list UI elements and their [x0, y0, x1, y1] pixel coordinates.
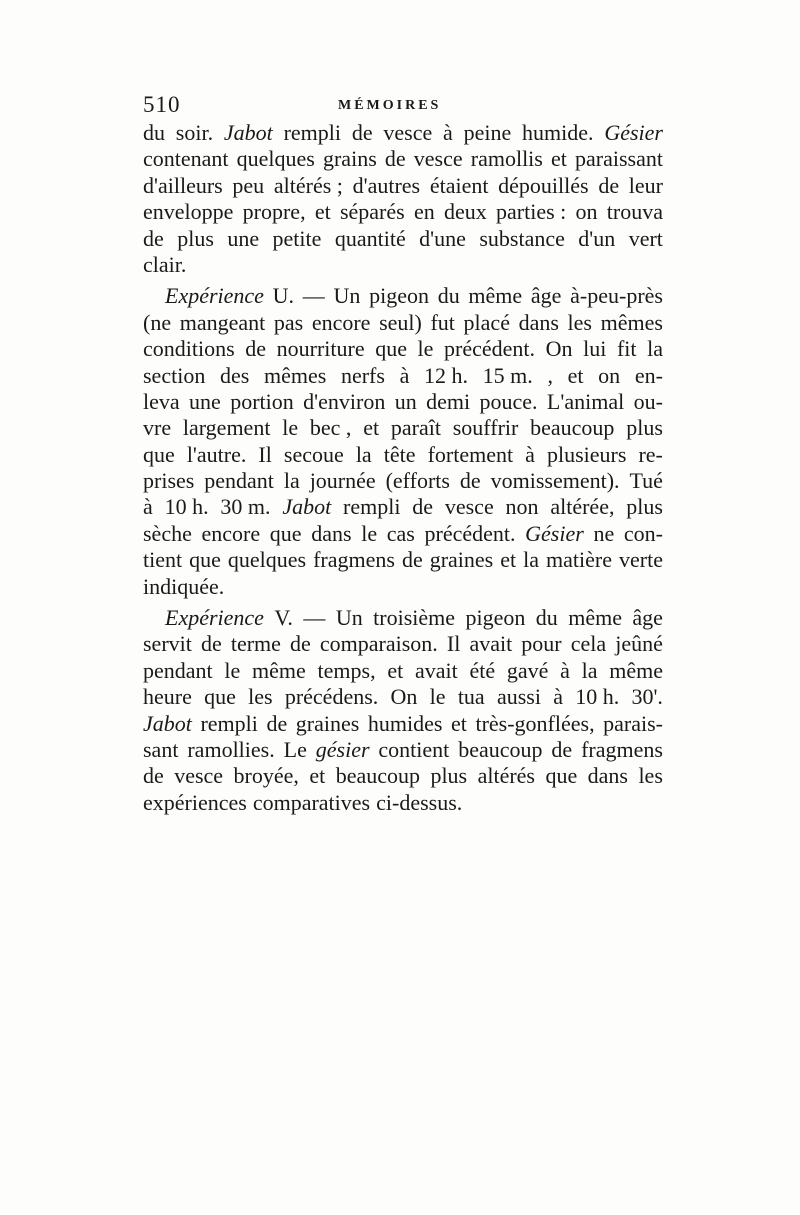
text-line: pendant le même temps, et avait été gavé à la même: [143, 657, 663, 683]
text-line: heure que les précédens. On le tua aussi à 10 h. 30'.: [143, 684, 663, 710]
text-line: tient que quelques fragmens de graines et la matière verte: [143, 547, 663, 573]
text-line: conditions de nourriture que le précédent. On lui fit la: [143, 336, 663, 362]
text-line: Expérience V. — Un troisième pigeon du même âge: [165, 605, 663, 631]
page-number: 510: [143, 92, 181, 117]
text-line: sèche encore que dans le cas précédent. Gésier ne con-: [143, 520, 663, 546]
heading-experience: Expérience: [165, 283, 264, 309]
text-line: sant ramollies. Le gésier contient beaucoup de fragmens: [143, 736, 663, 762]
term-gesier: gésier: [315, 736, 370, 762]
text-line: servit de terme de comparaison. Il avait pour cela jeûné: [143, 631, 663, 657]
text-line: enveloppe propre, et séparés en deux parties : on trouva: [143, 199, 663, 225]
text-line: Jabot rempli de graines humides et très-gonflées, parais-: [143, 710, 663, 736]
text-line: que l'autre. Il secoue la tête fortement à plusieurs re-: [143, 441, 663, 467]
running-head: [143, 92, 663, 122]
term-gesier: Gésier: [525, 520, 584, 546]
paragraph-experience-u: [143, 283, 663, 600]
term-jabot: Jabot: [282, 494, 332, 520]
text-line: expériences comparatives ci-dessus.: [143, 789, 463, 815]
text-line: d'ailleurs peu altérés ; d'autres étaient dépouillés de leur: [143, 172, 663, 198]
text-line: section des mêmes nerfs à 12 h. 15 m. , et on en-: [143, 362, 663, 388]
text-line: leva une portion d'environ un demi pouce. L'animal ou-: [143, 388, 663, 414]
heading-experience: Expérience: [165, 605, 264, 631]
paragraph-continuation: [143, 120, 663, 278]
running-title: MÉMOIRES: [338, 98, 442, 113]
text-line: (ne mangeant pas encore seul) fut placé dans les mêmes: [143, 309, 663, 335]
text-line: indiquée.: [143, 573, 225, 599]
body-text: [143, 120, 663, 816]
text-line: du soir. Jabot rempli de vesce à peine humide. Gésier: [143, 120, 663, 145]
text-line: de plus une petite quantité d'une substance d'un vert: [143, 225, 663, 251]
text-line: à 10 h. 30 m. Jabot rempli de vesce non altérée, plus: [143, 494, 663, 520]
text-line: contenant quelques grains de vesce ramollis et paraissant: [143, 146, 663, 172]
term-jabot: Jabot: [223, 120, 273, 145]
text-line: clair.: [143, 251, 187, 277]
text-line: prises pendant la journée (efforts de vomissement). Tué: [143, 468, 663, 494]
paragraph-experience-v: [143, 605, 663, 816]
term-gesier: Gésier: [604, 120, 663, 145]
text-line: vre largement le bec , et paraît souffrir beaucoup plus: [143, 415, 663, 441]
text-line: Expérience U. — Un pigeon du même âge à-peu-près: [165, 283, 663, 309]
term-jabot: Jabot: [143, 710, 192, 736]
text-line: de vesce broyée, et beaucoup plus altérés que dans les: [143, 763, 663, 789]
